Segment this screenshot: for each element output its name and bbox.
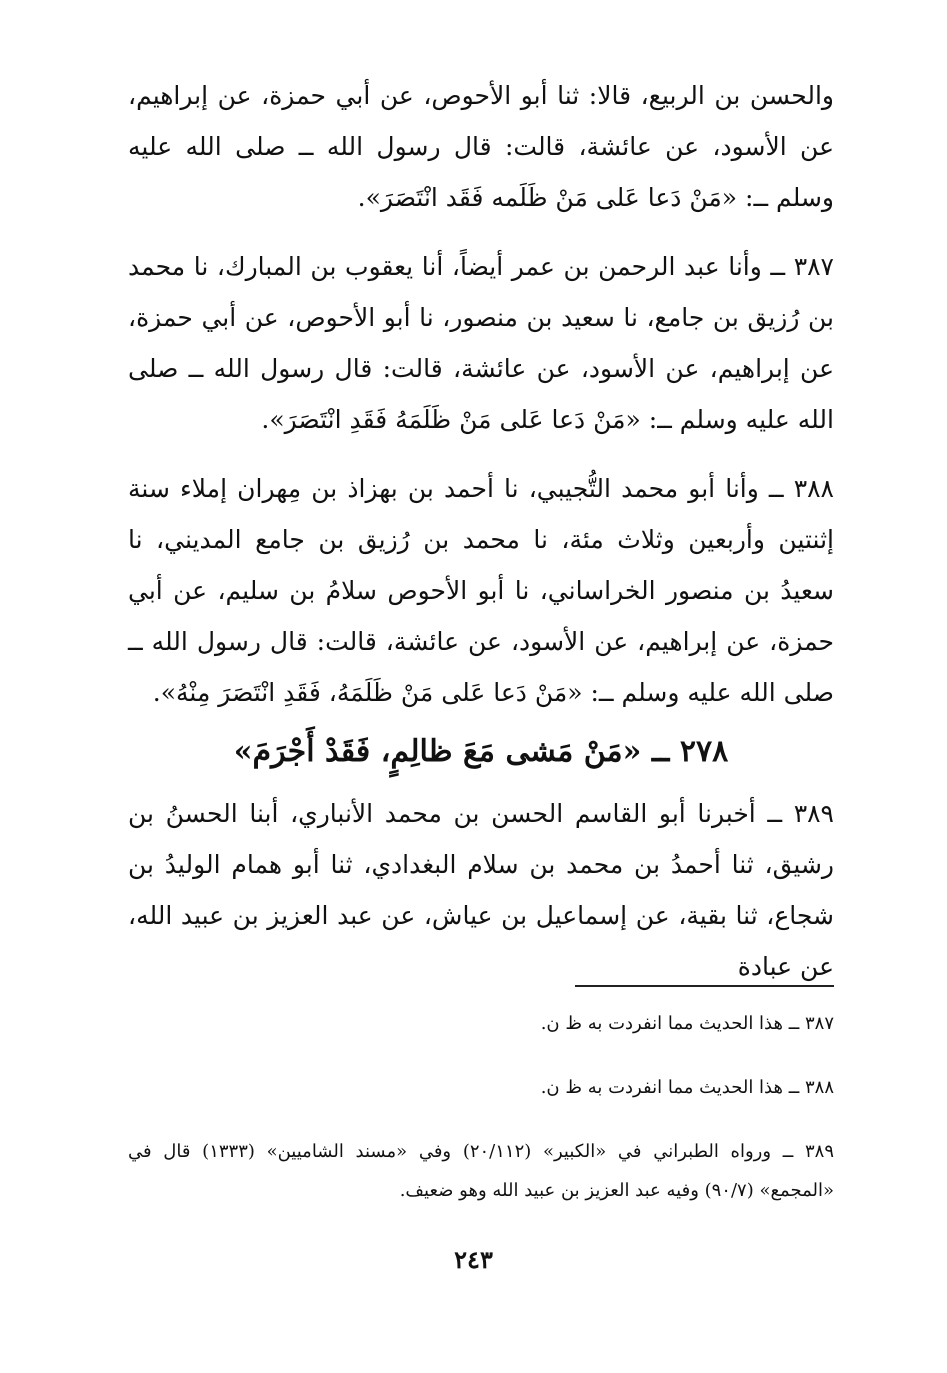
footnote-387: ٣٨٧ ــ هذا الحديث مما انفردت به ظ ن.	[540, 1013, 834, 1034]
main-text	[128, 70, 834, 992]
footnote-divider	[575, 985, 834, 987]
footnote-389: ٣٨٩ ــ ورواه الطبراني في «الكبير» (٢٠/١١٢) وفي «مسند الشاميين» (١٣٣٣) قال في «المجمع» (٩٠/٧) وفيه عبد العزيز بن عبيد الله وهو ضعيف.	[128, 1141, 834, 1201]
paragraph-gap	[128, 223, 834, 241]
footnotes	[128, 1004, 834, 1210]
footnote-388: ٣٨٨ ــ هذا الحديث مما انفردت به ظ ن.	[540, 1077, 834, 1098]
paragraph-387: ٣٨٧ ــ وأنا عبد الرحمن بن عمر أيضاً، أنا يعقوب بن المبارك، نا محمد بن رُزيق بن جامع، نا سعيد بن منصور، نا أبو الأحوص، عن أبي حمزة، عن إبراهيم، عن الأسود، عن عائشة، قالت: قال رسول الله ــ صلى الله عليه وسلم ــ: «مَنْ دَعا عَلى مَنْ ظَلَمَهُ فَقَدِ انْتَصَرَ».	[128, 252, 834, 434]
paragraph-gap	[128, 445, 834, 463]
paragraph-389: ٣٨٩ ــ أخبرنا أبو القاسم الحسن بن محمد الأنباري، أبنا الحسنُ بن رشيق، ثنا أحمدُ بن محمد بن سلام البغدادي، ثنا أبو همام الوليدُ بن شجاع، ثنا بقية، عن إسماعيل بن عياش، عن عبد العزيز بن عبيد الله، عن عبادة	[128, 799, 834, 981]
section-heading-278: ٢٧٨ ــ «مَنْ مَشى مَعَ ظالِمٍ، فَقَدْ أَجْرَمَ»	[233, 734, 729, 769]
paragraph-388: ٣٨٨ ــ وأنا أبو محمد التُّجيبي، نا أحمد بن بهزاذ بن مِهران إملاء سنة إثنتين وأربعين وثلاث مئة، نا محمد بن رُزيق بن جامع المديني، نا سعيدُ بن منصور الخراساني، نا أبو الأحوص سلامُ بن سليم، عن أبي حمزة، عن إبراهيم، عن الأسود، عن عائشة، قالت: قال رسول الله ــ صلى الله عليه وسلم ــ: «مَنْ دَعا عَلى مَنْ ظَلَمَهُ، فَقَدِ انْتَصَرَ مِنْهُ».	[128, 474, 834, 707]
paragraph-continuation: والحسن بن الربيع، قالا: ثنا أبو الأحوص، عن أبي حمزة، عن إبراهيم، عن الأسود، عن عائشة، قالت: قال رسول الله ــ صلى الله عليه وسلم ــ: «مَنْ دَعا عَلى مَنْ ظَلَمه فَقَد انْتَصَرَ».	[128, 81, 834, 212]
page-number: ٢٤٣	[454, 1245, 493, 1274]
